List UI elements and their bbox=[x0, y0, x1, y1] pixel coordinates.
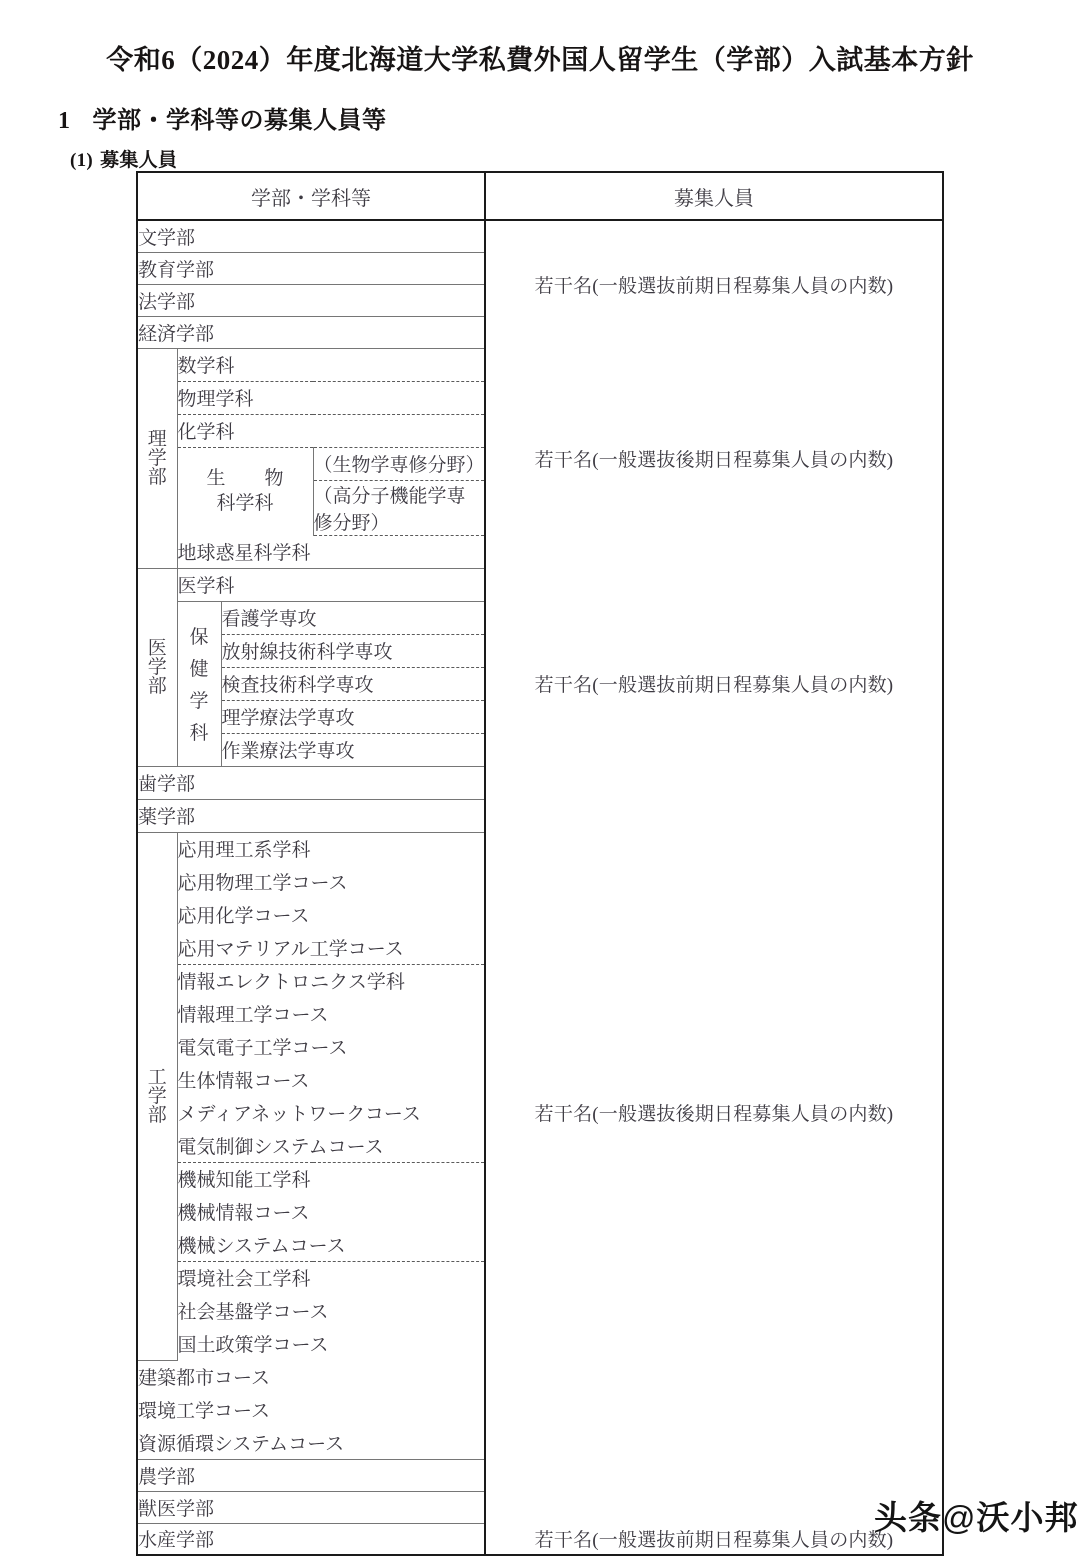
major-kangogaku: 看護学専攻 bbox=[221, 601, 485, 634]
faculty-label-kogakubu bbox=[137, 832, 177, 1360]
faculty-label-rigakubu bbox=[137, 348, 177, 568]
watermark-handle: 沃小邦 bbox=[976, 1499, 1079, 1536]
faculty-shigakubu: 歯学部 bbox=[137, 766, 485, 799]
course-seitaijoho: 生体情報コース bbox=[177, 1063, 485, 1096]
department-butsurigakka: 物理学科 bbox=[177, 381, 485, 414]
course-denkiseigyo: 電気制御システムコース bbox=[177, 1129, 485, 1162]
department-chikyuwakusei: 地球惑星科学科 bbox=[177, 535, 485, 568]
page-title: 令和6（2024）年度北海道大学私費外国人留学生（学部）入試基本方針 bbox=[106, 45, 974, 75]
section-title: 学部・学科等の募集人員等 bbox=[92, 108, 387, 134]
watermark bbox=[874, 1492, 1079, 1539]
major-rigakuryoho: 理学療法学専攻 bbox=[221, 700, 485, 733]
admissions-quota-table bbox=[136, 171, 944, 1556]
faculty-label-char: 学 bbox=[147, 1085, 167, 1107]
course-kenchikutoshi: 建築都市コース bbox=[137, 1360, 485, 1393]
faculty-label-char: 学 bbox=[147, 656, 167, 678]
faculty-juigakubu: 獣医学部 bbox=[137, 1491, 485, 1523]
field-kobunshi: （高分子機能学専修分野） bbox=[313, 480, 485, 535]
table-row bbox=[137, 1459, 943, 1491]
table-row bbox=[137, 799, 943, 832]
faculty-suisangakubu: 水産学部 bbox=[137, 1523, 485, 1555]
admissions-table-wrapper bbox=[136, 171, 942, 1556]
department-label-char: 科 bbox=[189, 723, 209, 744]
department-igakka: 医学科 bbox=[177, 568, 485, 601]
subsection-number: (1) bbox=[70, 150, 94, 171]
course-denkidenshi: 電気電子工学コース bbox=[177, 1030, 485, 1063]
course-kikaisystem: 機械システムコース bbox=[177, 1228, 485, 1261]
major-kensagijutsu: 検査技術科学専攻 bbox=[221, 667, 485, 700]
department-kagakuka: 化学科 bbox=[177, 414, 485, 447]
faculty-label-char: 学 bbox=[147, 447, 167, 469]
course-oyokagaku: 応用化学コース bbox=[177, 898, 485, 931]
course-kokudoseisaku: 国土政策学コース bbox=[177, 1327, 485, 1360]
faculty-hogakubu: 法学部 bbox=[137, 284, 485, 316]
department-label-char: 学 bbox=[189, 691, 209, 712]
quota-group-engineering: 若干名(一般選抜後期日程募集人員の内数) bbox=[534, 1104, 894, 1125]
department-sugakuka: 数学科 bbox=[177, 348, 485, 381]
course-oyomaterial: 応用マテリアル工学コース bbox=[177, 931, 485, 964]
course-oyobutsuri: 応用物理工学コース bbox=[177, 865, 485, 898]
faculty-nogakubu: 農学部 bbox=[137, 1459, 485, 1491]
department-label-char: 保 bbox=[189, 627, 209, 648]
subsection-title: 募集人員 bbox=[100, 150, 178, 171]
department-name-line1: 生 物 bbox=[206, 467, 294, 489]
faculty-label-char: 理 bbox=[147, 428, 167, 450]
faculty-label-char: 部 bbox=[147, 1104, 167, 1126]
subsection-heading bbox=[70, 145, 177, 172]
faculty-label-char: 医 bbox=[147, 637, 167, 659]
course-shakaikiban: 社会基盤学コース bbox=[177, 1294, 485, 1327]
table-row bbox=[137, 348, 943, 381]
faculty-bungakubu: 文学部 bbox=[137, 220, 485, 252]
faculty-label-char: 部 bbox=[147, 675, 167, 697]
quota-group-fisheries: 若干名(一般選抜前期日程募集人員の内数) bbox=[534, 1530, 894, 1551]
department-label-char: 健 bbox=[189, 659, 209, 680]
course-shigenjunkan: 資源循環システムコース bbox=[137, 1426, 485, 1459]
major-hoshasen: 放射線技術科学専攻 bbox=[221, 634, 485, 667]
quota-group-humanities: 若干名(一般選抜前期日程募集人員の内数) bbox=[534, 276, 894, 297]
course-kankyokogaku: 環境工学コース bbox=[137, 1393, 485, 1426]
table-row bbox=[137, 568, 943, 601]
table-row bbox=[137, 220, 943, 252]
course-medianetwork: メディアネットワークコース bbox=[177, 1096, 485, 1129]
department-johoelectronics: 情報エレクトロニクス学科 bbox=[177, 964, 485, 997]
section-heading-1 bbox=[58, 100, 387, 135]
field-seibutsugaku: （生物学専修分野） bbox=[313, 447, 485, 480]
watermark-at: @ bbox=[942, 1499, 977, 1536]
department-kankyoshakai: 環境社会工学科 bbox=[177, 1261, 485, 1294]
table-row bbox=[137, 1523, 943, 1555]
faculty-label-char: 部 bbox=[147, 466, 167, 488]
column-header-quota: 募集人員 bbox=[485, 172, 943, 220]
course-kikaijoho: 機械情報コース bbox=[177, 1195, 485, 1228]
course-johorikogaku: 情報理工学コース bbox=[177, 997, 485, 1030]
department-hokengakka bbox=[177, 601, 221, 766]
faculty-yakugakubu: 薬学部 bbox=[137, 799, 485, 832]
quota-group-medicine: 若干名(一般選抜前期日程募集人員の内数) bbox=[534, 675, 894, 696]
faculty-keizaigakubu: 経済学部 bbox=[137, 316, 485, 348]
watermark-prefix: 头条 bbox=[874, 1499, 942, 1536]
major-sagyoryoho: 作業療法学専攻 bbox=[221, 733, 485, 766]
faculty-label-igakubu bbox=[137, 568, 177, 766]
department-oyorikokei: 応用理工系学科 bbox=[177, 832, 485, 865]
faculty-label-char: 工 bbox=[147, 1066, 167, 1088]
column-header-faculty: 学部・学科等 bbox=[137, 172, 485, 220]
faculty-kyoikugakubu: 教育学部 bbox=[137, 252, 485, 284]
table-header-row bbox=[137, 172, 943, 220]
table-row bbox=[137, 1426, 943, 1459]
department-kikaichino: 機械知能工学科 bbox=[177, 1162, 485, 1195]
quota-group-science: 若干名(一般選抜後期日程募集人員の内数) bbox=[534, 449, 894, 471]
section-number: 1 bbox=[58, 108, 71, 134]
department-name-line2: 科学科 bbox=[216, 493, 274, 515]
department-seibutsukagakuka bbox=[177, 447, 313, 535]
